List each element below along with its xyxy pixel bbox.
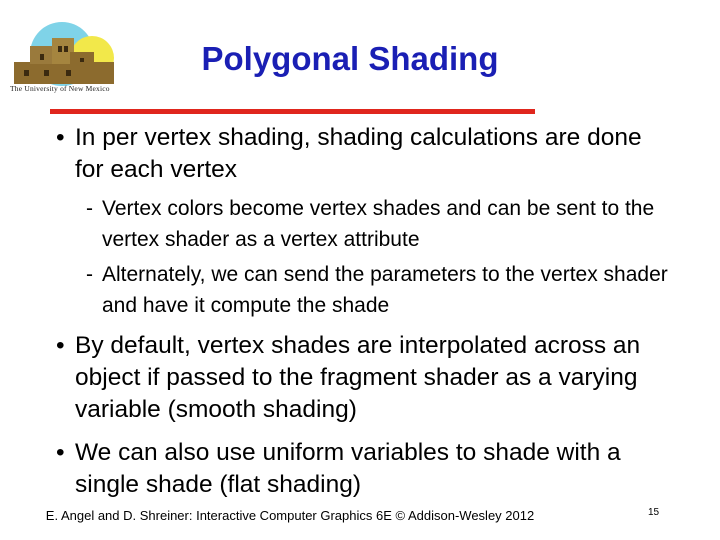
- title-underline: [50, 109, 535, 114]
- sub-bullet-1: [86, 193, 676, 255]
- bullet-1: [56, 122, 676, 186]
- footer-citation: E. Angel and D. Shreiner: Interactive Computer Graphics 6E © Addison-Wesley 2012: [45, 508, 535, 523]
- bullet-text: We can also use uniform variables to shade with a single shade (flat shading): [75, 439, 621, 498]
- slide-title: Polygonal Shading: [201, 40, 499, 77]
- bullet-mark: •: [56, 332, 65, 359]
- sub-bullet-mark: -: [86, 263, 93, 286]
- bullet-text: By default, vertex shades are interpolated across an object if passed to the fragment shader as a varying variable (smooth shading): [75, 332, 641, 423]
- sub-bullet-text: Alternately, we can send the parameters to the vertex shader and have it compute the shade: [102, 263, 668, 317]
- sub-bullet-text: Vertex colors become vertex shades and can be sent to the vertex shader as a vertex attribute: [102, 197, 655, 251]
- sub-bullet-2: [86, 259, 676, 321]
- bullet-3: [56, 437, 681, 501]
- logo-caption: The University of New Mexico: [10, 84, 110, 93]
- bullet-mark: •: [56, 124, 65, 151]
- sub-bullet-mark: -: [86, 197, 93, 220]
- bullet-mark: •: [56, 439, 65, 466]
- bullet-text: In per vertex shading, shading calculations are done for each vertex: [75, 124, 642, 183]
- page-number: 15: [648, 507, 660, 518]
- bullet-2: [56, 330, 676, 426]
